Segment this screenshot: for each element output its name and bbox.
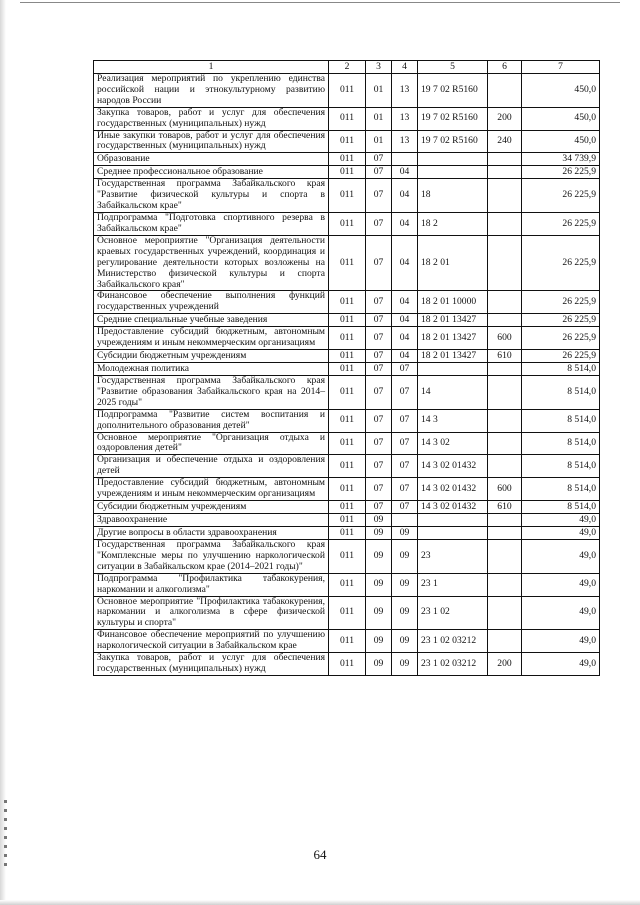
- target-article-cell: 23: [418, 540, 488, 574]
- section-cell: 07: [366, 179, 392, 213]
- expense-type-cell: 600: [488, 478, 522, 501]
- row-name-cell: Субсидии бюджетным учреждениям: [94, 350, 329, 363]
- amount-cell: 49,0: [522, 527, 600, 540]
- expense-type-cell: 610: [488, 350, 522, 363]
- row-name-cell: Образование: [94, 153, 329, 166]
- admin-code-cell: 011: [329, 540, 366, 574]
- section-cell: 01: [366, 130, 392, 153]
- admin-code-cell: 011: [329, 107, 366, 130]
- row-name-cell: Здравоохранение: [94, 514, 329, 527]
- target-article-cell: 23 1: [418, 573, 488, 596]
- admin-code-cell: 011: [329, 314, 366, 327]
- row-name-cell: Молодежная политика: [94, 363, 329, 376]
- expense-type-cell: [488, 409, 522, 432]
- budget-table: [93, 60, 600, 676]
- subsection-cell: 09: [392, 630, 418, 653]
- target-article-cell: 19 7 02 R5160: [418, 107, 488, 130]
- target-article-cell: 14 3 02 01432: [418, 478, 488, 501]
- admin-code-cell: 011: [329, 527, 366, 540]
- amount-cell: 34 739,9: [522, 153, 600, 166]
- section-cell: 07: [366, 501, 392, 514]
- expense-type-cell: 240: [488, 130, 522, 153]
- amount-cell: 8 514,0: [522, 376, 600, 410]
- expense-type-cell: 610: [488, 501, 522, 514]
- section-cell: 09: [366, 630, 392, 653]
- expense-type-cell: [488, 432, 522, 455]
- admin-code-cell: 011: [329, 166, 366, 179]
- amount-cell: 450,0: [522, 130, 600, 153]
- section-cell: 07: [366, 166, 392, 179]
- table-row: [94, 573, 600, 596]
- admin-code-cell: 011: [329, 74, 366, 108]
- admin-code-cell: 011: [329, 478, 366, 501]
- table-body: [94, 74, 600, 676]
- subsection-cell: 09: [392, 596, 418, 630]
- row-name-cell: Финансовое обеспечение мероприятий по улучшению наркологической ситуации в Забайкальском крае: [94, 630, 329, 653]
- subsection-cell: 07: [392, 432, 418, 455]
- row-name-cell: Предоставление субсидий бюджетным, автономным учреждениям и иным некоммерческим организациям: [94, 478, 329, 501]
- admin-code-cell: 011: [329, 432, 366, 455]
- target-article-cell: 18 2 01 13427: [418, 314, 488, 327]
- section-cell: 07: [366, 363, 392, 376]
- admin-code-cell: 011: [329, 573, 366, 596]
- row-name-cell: Подпрограмма "Профилактика табакокурения, наркомании и алкоголизма": [94, 573, 329, 596]
- row-name-cell: Закупка товаров, работ и услуг для обеспечения государственных (муниципальных) нужд: [94, 107, 329, 130]
- scan-shadow-left: [0, 0, 6, 905]
- table-row: [94, 514, 600, 527]
- target-article-cell: [418, 363, 488, 376]
- column-header: 1: [94, 61, 329, 74]
- scan-shadow-bottom: [0, 900, 640, 905]
- subsection-cell: 04: [392, 166, 418, 179]
- table-row: [94, 501, 600, 514]
- table-row: [94, 363, 600, 376]
- amount-cell: 8 514,0: [522, 478, 600, 501]
- subsection-cell: 09: [392, 540, 418, 574]
- admin-code-cell: 011: [329, 179, 366, 213]
- target-article-cell: 14 3: [418, 409, 488, 432]
- admin-code-cell: 011: [329, 596, 366, 630]
- table-row: [94, 478, 600, 501]
- subsection-cell: 07: [392, 409, 418, 432]
- expense-type-cell: [488, 596, 522, 630]
- table-row: [94, 235, 600, 291]
- subsection-cell: 04: [392, 213, 418, 236]
- expense-type-cell: [488, 630, 522, 653]
- column-header: 3: [366, 61, 392, 74]
- amount-cell: 26 225,9: [522, 350, 600, 363]
- target-article-cell: 18 2: [418, 213, 488, 236]
- expense-type-cell: 600: [488, 327, 522, 350]
- row-name-cell: Средние специальные учебные заведения: [94, 314, 329, 327]
- table-row: [94, 376, 600, 410]
- expense-type-cell: [488, 314, 522, 327]
- amount-cell: 49,0: [522, 514, 600, 527]
- row-name-cell: Государственная программа Забайкальского края "Комплексные меры по улучшению наркологической ситуации в Забайкальском крае (2014–2021 годы)": [94, 540, 329, 574]
- row-name-cell: Закупка товаров, работ и услуг для обеспечения государственных (муниципальных) нужд: [94, 653, 329, 676]
- expense-type-cell: [488, 573, 522, 596]
- section-cell: 07: [366, 376, 392, 410]
- table-row: [94, 432, 600, 455]
- admin-code-cell: 011: [329, 653, 366, 676]
- row-name-cell: Государственная программа Забайкальского края "Развитие образования Забайкальского края на 2014–2025 годы": [94, 376, 329, 410]
- target-article-cell: 14 3 02 01432: [418, 501, 488, 514]
- subsection-cell: 04: [392, 350, 418, 363]
- amount-cell: 8 514,0: [522, 409, 600, 432]
- column-header: 7: [522, 61, 600, 74]
- amount-cell: 49,0: [522, 540, 600, 574]
- target-article-cell: 14: [418, 376, 488, 410]
- row-name-cell: Основное мероприятие "Организация отдыха и оздоровления детей": [94, 432, 329, 455]
- top-rule: [20, 2, 620, 3]
- subsection-cell: 04: [392, 314, 418, 327]
- amount-cell: 450,0: [522, 107, 600, 130]
- section-cell: 07: [366, 350, 392, 363]
- expense-type-cell: 200: [488, 653, 522, 676]
- subsection-cell: 07: [392, 363, 418, 376]
- admin-code-cell: 011: [329, 291, 366, 314]
- section-cell: 01: [366, 107, 392, 130]
- table-row: [94, 153, 600, 166]
- table-row: [94, 540, 600, 574]
- amount-cell: 8 514,0: [522, 363, 600, 376]
- section-cell: 07: [366, 327, 392, 350]
- table-row: [94, 107, 600, 130]
- target-article-cell: [418, 166, 488, 179]
- amount-cell: 26 225,9: [522, 327, 600, 350]
- row-name-cell: Другие вопросы в области здравоохранения: [94, 527, 329, 540]
- amount-cell: 8 514,0: [522, 455, 600, 478]
- row-name-cell: Основное мероприятие "Профилактика табакокурения, наркомании и алкоголизма в сфере физической культуры и спорта": [94, 596, 329, 630]
- admin-code-cell: 011: [329, 630, 366, 653]
- table-row: [94, 596, 600, 630]
- amount-cell: 49,0: [522, 630, 600, 653]
- table-header-row: [94, 61, 600, 74]
- admin-code-cell: 011: [329, 409, 366, 432]
- subsection-cell: 04: [392, 291, 418, 314]
- section-cell: 09: [366, 596, 392, 630]
- target-article-cell: 18 2 01: [418, 235, 488, 291]
- section-cell: 07: [366, 291, 392, 314]
- subsection-cell: 09: [392, 573, 418, 596]
- row-name-cell: Организация и обеспечение отдыха и оздоровления детей: [94, 455, 329, 478]
- row-name-cell: Финансовое обеспечение выполнения функций государственных учреждений: [94, 291, 329, 314]
- target-article-cell: 23 1 02 03212: [418, 630, 488, 653]
- target-article-cell: 18: [418, 179, 488, 213]
- expense-type-cell: [488, 363, 522, 376]
- column-header: 5: [418, 61, 488, 74]
- target-article-cell: 14 3 02 01432: [418, 455, 488, 478]
- expense-type-cell: [488, 166, 522, 179]
- target-article-cell: 19 7 02 R5160: [418, 130, 488, 153]
- table-row: [94, 314, 600, 327]
- row-name-cell: Предоставление субсидий бюджетным, автономным учреждениям и иным некоммерческим организациям: [94, 327, 329, 350]
- expense-type-cell: [488, 376, 522, 410]
- target-article-cell: [418, 514, 488, 527]
- subsection-cell: 04: [392, 235, 418, 291]
- table-row: [94, 630, 600, 653]
- expense-type-cell: [488, 514, 522, 527]
- subsection-cell: 07: [392, 501, 418, 514]
- admin-code-cell: 011: [329, 514, 366, 527]
- amount-cell: 26 225,9: [522, 314, 600, 327]
- subsection-cell: 07: [392, 376, 418, 410]
- amount-cell: 26 225,9: [522, 213, 600, 236]
- row-name-cell: Подпрограмма "Развитие систем воспитания и дополнительного образования детей": [94, 409, 329, 432]
- amount-cell: 49,0: [522, 573, 600, 596]
- amount-cell: 8 514,0: [522, 501, 600, 514]
- section-cell: 09: [366, 573, 392, 596]
- table-row: [94, 166, 600, 179]
- section-cell: 07: [366, 478, 392, 501]
- section-cell: 07: [366, 409, 392, 432]
- table-row: [94, 74, 600, 108]
- subsection-cell: 13: [392, 74, 418, 108]
- row-name-cell: Государственная программа Забайкальского края "Развитие физической культуры и спорта в Забайкальском крае": [94, 179, 329, 213]
- table-row: [94, 409, 600, 432]
- expense-type-cell: [488, 527, 522, 540]
- subsection-cell: 09: [392, 653, 418, 676]
- expense-type-cell: [488, 235, 522, 291]
- section-cell: 07: [366, 213, 392, 236]
- subsection-cell: [392, 514, 418, 527]
- admin-code-cell: 011: [329, 213, 366, 236]
- section-cell: 07: [366, 235, 392, 291]
- column-header: 6: [488, 61, 522, 74]
- target-article-cell: 23 1 02: [418, 596, 488, 630]
- column-header: 2: [329, 61, 366, 74]
- table-row: [94, 350, 600, 363]
- row-name-cell: Иные закупки товаров, работ и услуг для обеспечения государственных (муниципальных) нужд: [94, 130, 329, 153]
- expense-type-cell: [488, 179, 522, 213]
- table-row: [94, 213, 600, 236]
- subsection-cell: [392, 153, 418, 166]
- subsection-cell: 07: [392, 455, 418, 478]
- subsection-cell: 04: [392, 327, 418, 350]
- row-name-cell: Субсидии бюджетным учреждениям: [94, 501, 329, 514]
- expense-type-cell: 200: [488, 107, 522, 130]
- row-name-cell: Подпрограмма "Подготовка спортивного резерва в Забайкальском крае": [94, 213, 329, 236]
- expense-type-cell: [488, 74, 522, 108]
- amount-cell: 49,0: [522, 653, 600, 676]
- expense-type-cell: [488, 540, 522, 574]
- amount-cell: 26 225,9: [522, 235, 600, 291]
- amount-cell: 26 225,9: [522, 166, 600, 179]
- section-cell: 09: [366, 514, 392, 527]
- table-row: [94, 527, 600, 540]
- admin-code-cell: 011: [329, 376, 366, 410]
- target-article-cell: 18 2 01 13427: [418, 350, 488, 363]
- target-article-cell: 19 7 02 R5160: [418, 74, 488, 108]
- target-article-cell: 18 2 01 13427: [418, 327, 488, 350]
- target-article-cell: 18 2 01 10000: [418, 291, 488, 314]
- subsection-cell: 13: [392, 107, 418, 130]
- section-cell: 01: [366, 74, 392, 108]
- table-row: [94, 653, 600, 676]
- target-article-cell: 23 1 02 03212: [418, 653, 488, 676]
- table-row: [94, 327, 600, 350]
- expense-type-cell: [488, 213, 522, 236]
- target-article-cell: 14 3 02: [418, 432, 488, 455]
- expense-type-cell: [488, 153, 522, 166]
- section-cell: 09: [366, 527, 392, 540]
- section-cell: 07: [366, 455, 392, 478]
- section-cell: 07: [366, 432, 392, 455]
- amount-cell: 8 514,0: [522, 432, 600, 455]
- amount-cell: 49,0: [522, 596, 600, 630]
- expense-type-cell: [488, 291, 522, 314]
- target-article-cell: [418, 527, 488, 540]
- row-name-cell: Реализация мероприятий по укреплению единства российской нации и этнокультурному развитию народов России: [94, 74, 329, 108]
- section-cell: 09: [366, 540, 392, 574]
- table-row: [94, 455, 600, 478]
- admin-code-cell: 011: [329, 501, 366, 514]
- admin-code-cell: 011: [329, 235, 366, 291]
- subsection-cell: 09: [392, 527, 418, 540]
- section-cell: 07: [366, 153, 392, 166]
- column-header: 4: [392, 61, 418, 74]
- table-row: [94, 130, 600, 153]
- admin-code-cell: 011: [329, 350, 366, 363]
- expense-type-cell: [488, 455, 522, 478]
- admin-code-cell: 011: [329, 363, 366, 376]
- subsection-cell: 04: [392, 179, 418, 213]
- target-article-cell: [418, 153, 488, 166]
- table-row: [94, 291, 600, 314]
- section-cell: 07: [366, 314, 392, 327]
- amount-cell: 26 225,9: [522, 179, 600, 213]
- subsection-cell: 13: [392, 130, 418, 153]
- page-number: 64: [313, 847, 327, 862]
- row-name-cell: Основное мероприятие "Организация деятельности краевых государственных учреждений, координация и регулирование деятельности которых возложены на Министерство физической культуры и спорта Забайкальского края": [94, 235, 329, 291]
- subsection-cell: 07: [392, 478, 418, 501]
- admin-code-cell: 011: [329, 455, 366, 478]
- table-row: [94, 179, 600, 213]
- admin-code-cell: 011: [329, 153, 366, 166]
- section-cell: 09: [366, 653, 392, 676]
- admin-code-cell: 011: [329, 130, 366, 153]
- amount-cell: 450,0: [522, 74, 600, 108]
- amount-cell: 26 225,9: [522, 291, 600, 314]
- admin-code-cell: 011: [329, 327, 366, 350]
- row-name-cell: Среднее профессиональное образование: [94, 166, 329, 179]
